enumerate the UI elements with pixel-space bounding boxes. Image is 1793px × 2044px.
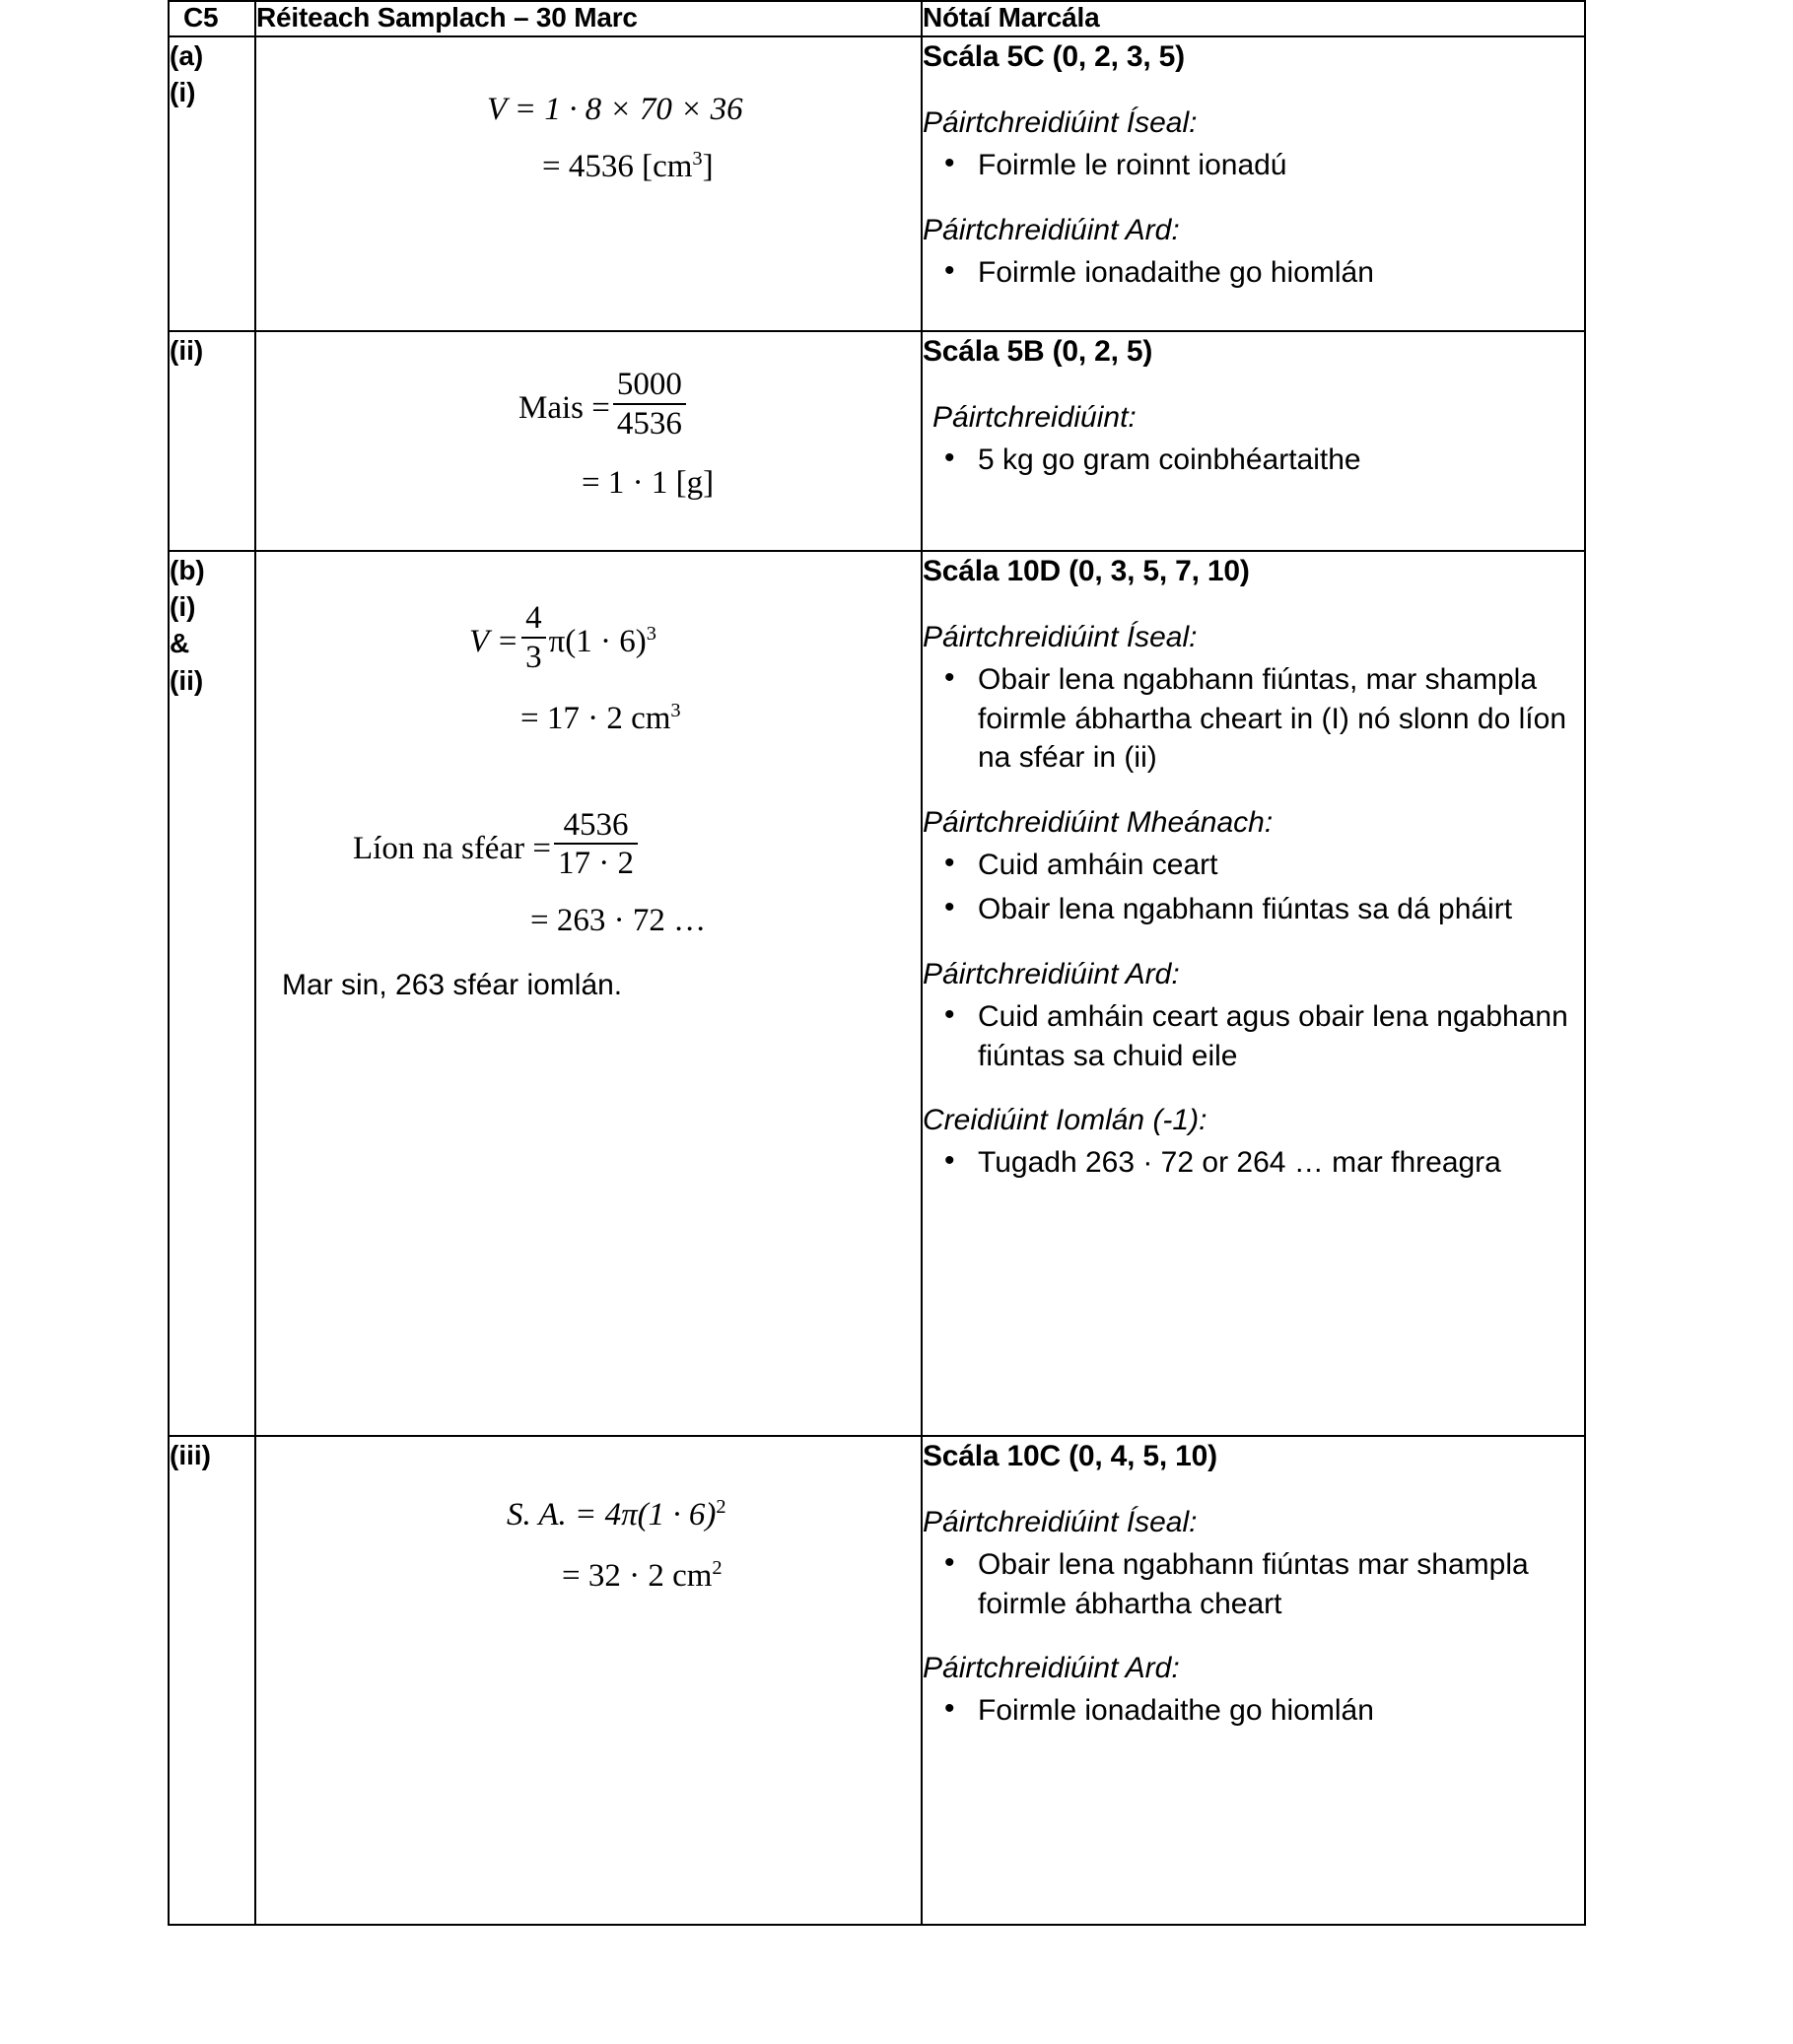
fraction-sphere-count	[554, 808, 638, 883]
label-part-b-amp: &	[170, 628, 190, 659]
fraction-four-thirds	[521, 601, 546, 676]
equation-line-2	[487, 146, 895, 187]
scale-title-b-iii: Scála 10C (0, 4, 5, 10)	[923, 1440, 1217, 1472]
credit-head-low-b: Páirtchreidiúint Íseal:	[923, 621, 1198, 653]
scale-title-a-i: Scála 5C (0, 2, 3, 5)	[923, 40, 1185, 73]
equation-sa-result-exponent: 2	[712, 1557, 723, 1580]
work-cell-b	[255, 551, 922, 1436]
equation-mass-box	[282, 342, 895, 504]
notes-cell-a-i	[922, 36, 1585, 331]
equation-sa-result	[507, 1555, 895, 1597]
conclusion-text-b: Mar sin, 263 sféar iomlán.	[282, 968, 623, 1001]
list-item: • Foirmle ionadaithe go hiomlán	[976, 1691, 1584, 1731]
equation-surface-area-box	[282, 1447, 895, 1597]
credit-list-high-a-i	[923, 253, 1584, 293]
scale-title-b: Scála 10D (0, 3, 5, 7, 10)	[923, 555, 1250, 587]
credit-head-partial-a-ii: Páirtchreidiúint:	[932, 401, 1137, 434]
list-item: • Cuid amháin ceart	[976, 846, 1584, 885]
label-part-iii: (iii)	[170, 1440, 211, 1470]
fraction-mass	[613, 368, 686, 443]
equation-sphere-result-text: = 17 · 2 cm	[520, 700, 671, 736]
equation-line-2-text: = 4536 [cm	[542, 149, 693, 185]
list-item: • Obair lena ngabhann fiúntas, mar shampla foirmle ábhartha cheart in (I) nó slonn do líon na sféar in (ii)	[976, 660, 1584, 778]
work-cell-a-ii	[255, 331, 922, 551]
fraction-numerator: 5000	[616, 367, 682, 402]
label-part-ii: (ii)	[170, 335, 204, 366]
list-item: • Tugadh 263 · 72 or 264 … mar fhreagra	[976, 1143, 1584, 1183]
credit-head-high-b: Páirtchreidiúint Ard:	[923, 957, 1180, 990]
credit-list-partial-a-ii	[923, 441, 1584, 480]
scale-title-a-ii: Scála 5B (0, 2, 5)	[923, 335, 1153, 368]
list-item: • 5 kg go gram coinbhéartaithe	[976, 441, 1584, 480]
work-cell-b-iii	[255, 1436, 922, 1925]
row-label-a-i	[169, 36, 255, 331]
table-row	[169, 36, 1585, 331]
row-label-b-iii	[169, 1436, 255, 1925]
equation-line-2-exponent: 3	[692, 148, 703, 170]
equation-sphere-rest: π(1 · 6)	[548, 623, 647, 659]
equation-line-2-suffix: ]	[702, 149, 714, 185]
work-content-b-iii	[256, 1437, 921, 1612]
credit-head-mid-b: Páirtchreidiúint Mheánach:	[923, 805, 1274, 839]
credit-head-high-b-iii: Páirtchreidiúint Ard:	[923, 1652, 1180, 1685]
equation-line-1: V = 1 · 8 × 70 × 36	[487, 92, 743, 127]
credit-list-high-b-iii	[923, 1691, 1584, 1731]
row-label-b	[169, 551, 255, 1436]
work-cell-a-i	[255, 36, 922, 331]
equation-sphere-count-box	[282, 739, 895, 942]
work-content-b	[256, 552, 921, 1020]
header-question-code: C5	[169, 1, 255, 36]
notes-cell-a-ii	[922, 331, 1585, 551]
credit-list-low-b	[923, 660, 1584, 778]
credit-head-low-b-iii: Páirtchreidiúint Íseal:	[923, 1506, 1198, 1538]
table-row	[169, 1436, 1585, 1925]
list-item: • Foirmle le roinnt ionadú	[976, 146, 1584, 185]
list-item: • Foirmle ionadaithe go hiomlán	[976, 253, 1584, 293]
marking-scheme-table	[168, 0, 1586, 1926]
table-body	[169, 36, 1585, 1925]
equation-sphere-result-exponent: 3	[670, 699, 681, 721]
label-part-i: (i)	[170, 77, 196, 108]
equation-sa-line-1	[507, 1494, 895, 1535]
equation-mass-line-1	[518, 368, 895, 443]
credit-head-low-a-i: Páirtchreidiúint Íseal:	[923, 106, 1198, 139]
equation-sphere-lhs: V =	[469, 623, 519, 659]
list-item: • Obair lena ngabhann fiúntas sa dá pháirt	[976, 890, 1584, 929]
equation-mass-line-2: = 1 · 1 [g]	[582, 464, 715, 501]
fraction-denominator: 3	[521, 637, 546, 676]
notes-cell-b	[922, 551, 1585, 1436]
equation-count-lhs: Líon na sféar =	[353, 830, 551, 866]
equation-sa-exponent: 2	[716, 1496, 726, 1518]
work-content-a-i	[256, 37, 921, 203]
equation-sphere-line-1	[469, 601, 895, 676]
equation-mass-lhs: Mais =	[518, 389, 610, 426]
equation-volume-box	[282, 47, 895, 187]
credit-head-full-b: Creidiúint Iomlán (-1):	[923, 1104, 1207, 1137]
notes-cell-b-iii	[922, 1436, 1585, 1925]
credit-list-low-a-i	[923, 146, 1584, 185]
credit-head-high-a-i: Páirtchreidiúint Ard:	[923, 213, 1180, 246]
equation-count-result: = 263 · 72 …	[530, 903, 707, 939]
label-part-b: (b)	[170, 555, 205, 585]
label-part-a: (a)	[170, 40, 204, 71]
fraction-denominator: 17 · 2	[554, 843, 638, 882]
header-notes-column: Nótaí Marcála	[922, 1, 1585, 36]
credit-list-high-b	[923, 997, 1584, 1075]
fraction-numerator: 4536	[563, 806, 629, 843]
credit-list-mid-b	[923, 846, 1584, 929]
table-row	[169, 551, 1585, 1436]
equation-sa-result-text: = 32 · 2 cm	[562, 1558, 713, 1595]
equation-sa-lhs: S. A. = 4π(1 · 6)	[507, 1497, 717, 1533]
equation-sphere-volume-box	[282, 562, 895, 739]
work-content-a-ii	[256, 332, 921, 519]
header-row	[169, 1, 1585, 36]
fraction-numerator: 4	[525, 600, 542, 636]
credit-list-low-b-iii	[923, 1545, 1584, 1623]
equation-sphere-result	[469, 698, 895, 739]
table-row	[169, 331, 1585, 551]
credit-list-full-b	[923, 1143, 1584, 1183]
equation-count-line-1	[353, 808, 895, 883]
list-item: • Obair lena ngabhann fiúntas mar shampla foirmle ábhartha cheart	[976, 1545, 1584, 1623]
label-part-b-ii: (ii)	[170, 664, 204, 696]
label-part-b-i: (i)	[170, 591, 196, 623]
header-solution-column: Réiteach Samplach – 30 Marc	[255, 1, 922, 36]
row-label-a-ii	[169, 331, 255, 551]
list-item: • Cuid amháin ceart agus obair lena ngabhann fiúntas sa chuid eile	[976, 997, 1584, 1075]
table-header	[169, 1, 1585, 36]
fraction-denominator: 4536	[613, 403, 686, 443]
equation-sphere-exponent: 3	[646, 622, 656, 645]
